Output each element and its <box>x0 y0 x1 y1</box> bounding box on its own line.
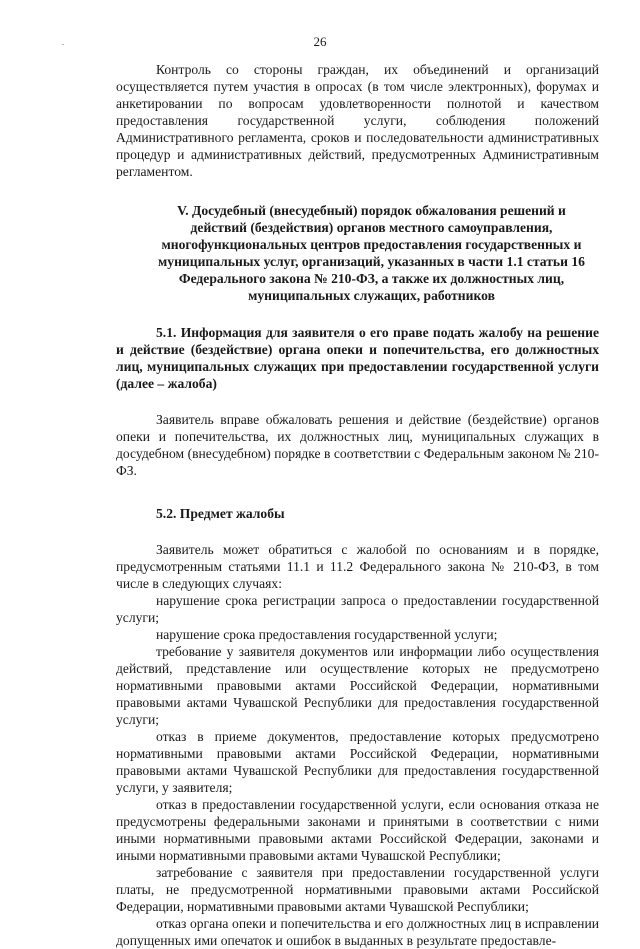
case-item: нарушение срока предоставления государственной услуги; <box>156 627 498 642</box>
chapter-heading: V. Досудебный (внесудебный) порядок обжалования решений и действий (бездействия) органов местного самоуправления, многофункциональных центров предоставления государственных и муниципальных услуг, организаций, указанных в части 1.1 статьи 16 Федерального закона № 210-ФЗ, а также их должностных лиц, муниципальных служащих, работников <box>158 203 585 303</box>
section-5-1-heading: 5.1. Информация для заявителя о его праве подать жалобу на решение и действие (бездействие) органа опеки и попечительства, его должностных лиц, муниципальных служащих при предоставлении государственной услуги (далее – жалоба) <box>116 325 599 391</box>
case-item: отказ в предоставлении государственной услуги, если основания отказа не предусмотрены федеральными законами и принятыми в соответствии с ними иными нормативными правовыми актами Российской Федерации, законами и иными нормативными правовыми актами Чувашской Республики; <box>116 797 599 863</box>
section-5-1-body: Заявитель вправе обжаловать решения и действие (бездействие) органов опеки и попечительства, их должностных лиц, муниципальных служащих в досудебном (внесудебном) порядке в соответствии с Федеральным законом № 210-ФЗ. <box>116 412 599 478</box>
case-item: затребование с заявителя при предоставлении государственной услуги платы, не предусмотренной нормативными правовыми актами Российской Федерации, нормативными правовыми актами Чувашской Республики; <box>116 865 599 914</box>
section-5-2-intro: Заявитель может обратиться с жалобой по основаниям и в порядке, предусмотренным статьями 11.1 и 11.2 Федерального закона № 210-ФЗ, в том числе в следующих случаях: <box>116 542 599 591</box>
page-content <box>116 61 599 949</box>
intro-paragraph: Контроль со стороны граждан, их объединений и организаций осуществляется путем участия в опросах (в том числе электронных), форумах и анкетировании по вопросам удовлетворенности полнотой и качеством предоставления государственной услуги, соблюдения положений Административного регламента, сроков и последовательности административных процедур и административных действий, предусмотренных Административным регламентом. <box>116 62 599 179</box>
case-item: отказ в приеме документов, предоставление которых предусмотрено нормативными правовыми актами Российской Федерации, нормативными правовыми актами Чувашской Республики для предоставления государственной услуги, у заявителя; <box>116 729 599 795</box>
case-item: нарушение срока регистрации запроса о предоставлении государственной услуги; <box>116 593 599 625</box>
page-number: 26 <box>313 34 327 49</box>
case-item: требование у заявителя документов или информации либо осуществления действий, представление или осуществление которых не предусмотрено нормативными правовыми актами Российской Федерации, нормативными правовыми актами Чувашской Республики для предоставления государственной услуги; <box>116 644 599 727</box>
section-5-2-heading: 5.2. Предмет жалобы <box>156 506 285 521</box>
case-item: отказ органа опеки и попечительства и его должностных лиц в исправлении допущенных ими опечаток и ошибок в выданных в результате предоставле- <box>116 916 599 948</box>
